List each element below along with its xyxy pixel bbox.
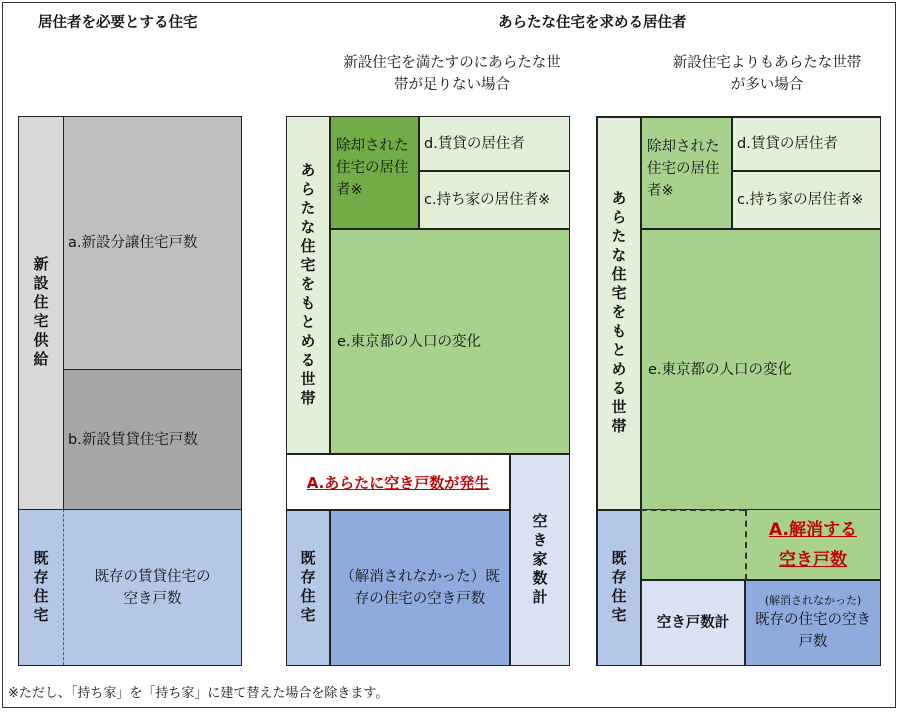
case1-new-vacancy-label: A.あらたに空き戸数が発生 [306,473,490,492]
case2-owner-residents-box [732,171,881,229]
case2-total-vacant-label: 空き戸数計 [656,615,730,631]
case1-demolished-box [330,116,419,229]
case1-rental-residents-box [419,116,570,171]
existing-rental-vacant-label: 既存の賃貸住宅の空き戸数 [94,568,211,607]
left-title: 居住者を必要とする住宅 [38,15,198,31]
case2-existing-housing-box [597,510,641,666]
existing-housing-label: 既存住宅 [31,549,50,626]
case2-unresolved-small-label: (解消されなかった) [764,594,862,607]
case2-resolved-vacancy-label-2: 空き戸数 [779,550,847,570]
existing-housing-label-box [19,509,63,665]
case2-rental-residents-box [732,117,881,171]
case1-seeking-label: あらたな住宅をもとめる世帯 [298,161,317,409]
new-sale-housing-box [63,117,241,369]
case2-title: 新設住宅よりもあらたな世帯が多い場合 [672,55,862,93]
case1-total-vacant-label: 空き家数計 [530,512,549,608]
new-supply-label: 新設住宅供給 [31,256,50,370]
case2-resolved-vacancy-box [745,510,881,580]
new-rental-housing-box [63,369,241,509]
right-title: あらたな住宅を求める居住者 [498,15,687,31]
case2-resolved-vacancy-label-1: A.解消する [769,520,857,540]
case2-unresolved-vacant-label: 既存の住宅の空き戸数 [755,612,871,650]
case1-existing-housing-box [286,510,330,666]
case1-population-change-label: e.東京都の人口の変化 [337,333,482,350]
case2-demolished-box [641,117,732,229]
case1-demolished-label: 除却された住宅の居住者※ [336,138,409,198]
case1-existing-housing-label: 既存住宅 [298,550,317,626]
case2-existing-housing-label: 既存住宅 [609,550,628,626]
case2-total-vacant-box [641,580,745,666]
new-rental-housing-label: b.新設賃貸住宅戸数 [68,431,198,448]
case2-population-change-box [641,229,881,510]
case2-seeking-box [597,117,641,510]
new-sale-housing-label: a.新設分譲住宅戸数 [68,235,198,251]
case1-rental-residents-label: d.賃貸の居住者 [424,135,525,152]
case2-owner-residents-label: c.持ち家の居住者※ [737,192,864,208]
new-supply-label-box [19,117,63,509]
case1-total-vacant-box [510,454,570,666]
case1-title: 新設住宅を満たすのにあらたな世帯が足りない場合 [343,55,561,93]
case1-unresolved-vacant-label: （解消されなかった）既存の住宅の空き戸数 [340,569,500,607]
case2-unresolved-vacant-box [745,580,881,666]
existing-rental-vacant-box [63,509,241,665]
case1-seeking-box [286,116,330,454]
case2-population-change-label: e.東京都の人口の変化 [648,361,793,378]
case2-demolished-label: 除却された住宅の居住者※ [647,139,720,199]
footnote: ※ただし、「持ち家」を「持ち家」に建て替えた場合を除きます。 [8,686,389,701]
case1-new-vacancy-box [286,454,510,510]
case2-rental-residents-label: d.賃貸の居住者 [737,136,838,152]
case1-owner-residents-box [419,171,570,229]
case1-unresolved-vacant-box [330,510,510,666]
case2-dashed-divider [641,509,745,511]
case1-population-change-box [330,229,570,454]
case1-owner-residents-label: c.持ち家の居住者※ [424,192,551,208]
case2-seeking-label: あらたな住宅をもとめる世帯 [609,190,628,437]
